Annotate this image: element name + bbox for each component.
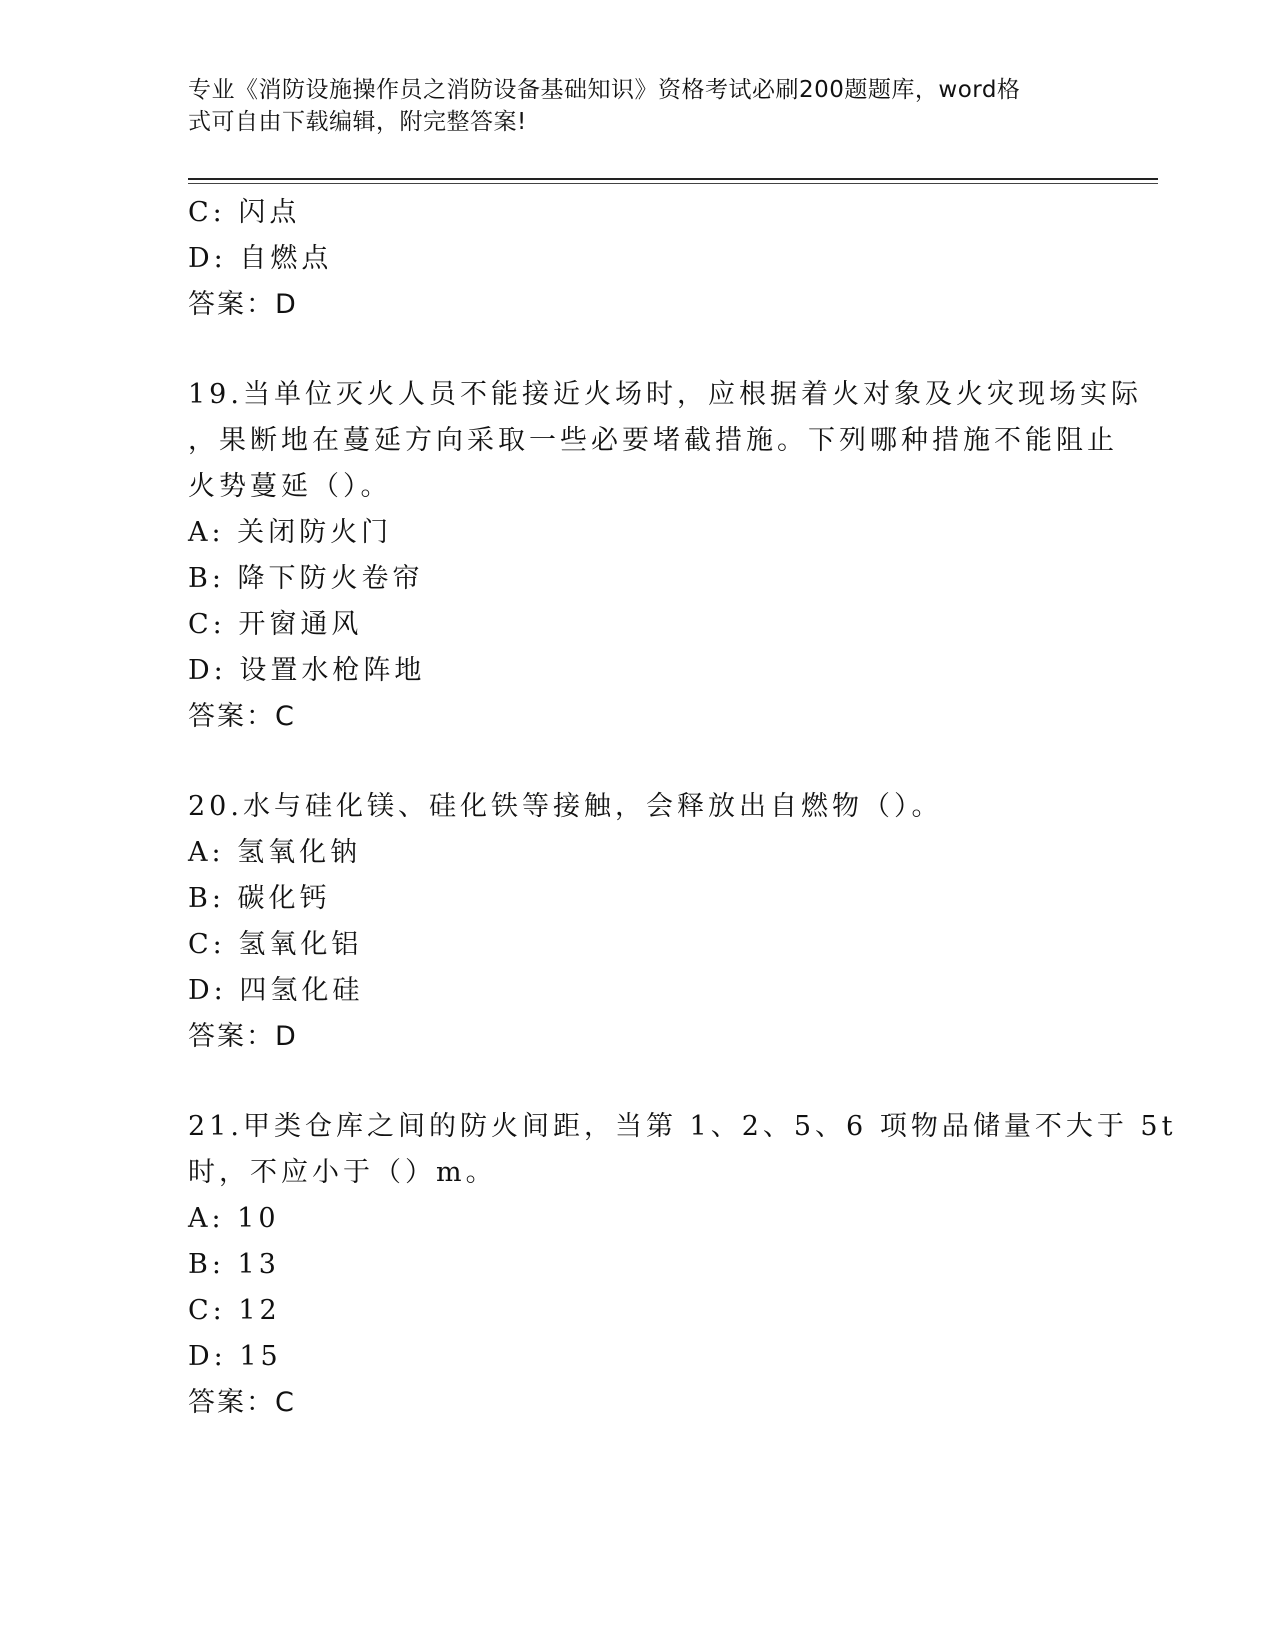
- question-21-option-d: D: 15: [188, 1341, 282, 1372]
- question-20-option-c: C: 氢氧化铝: [188, 929, 363, 960]
- question-20-option-d: D: 四氢化硅: [188, 975, 364, 1006]
- question-21-text: [188, 1104, 1177, 1196]
- question-19-answer: 答案：C: [188, 701, 296, 732]
- question-21-option-b: B: 13: [188, 1249, 280, 1280]
- question-19-line-2: ，果断地在蔓延方向采取一些必要堵截措施。下列哪种措施不能阻止: [188, 425, 1118, 456]
- prev-answer: 答案：D: [188, 289, 298, 320]
- question-21-option-a: A: 10: [188, 1203, 280, 1234]
- question-19-option-b: B: 降下防火卷帘: [188, 563, 424, 594]
- question-21-option-c: C: 12: [188, 1295, 281, 1326]
- question-19-text: [188, 372, 1142, 510]
- header-rule-thick: [188, 178, 1158, 180]
- spacer: [188, 328, 1088, 372]
- question-19-option-d: D: 设置水枪阵地: [188, 655, 426, 686]
- question-21-answer: 答案：C: [188, 1387, 296, 1418]
- question-19-option-c: C: 开窗通风: [188, 609, 363, 640]
- question-20-option-a: A: 氢氧化钠: [188, 837, 362, 868]
- question-19-option-a: A: 关闭防火门: [188, 517, 393, 548]
- question-content: [188, 190, 1177, 1426]
- question-20-line-1: 20.水与硅化镁、硅化铁等接触，会释放出自燃物（）。: [188, 791, 943, 822]
- question-20-option-b: B: 碳化钙: [188, 883, 331, 914]
- question-21-line-1: 21.甲类仓库之间的防火间距，当第 1、2、5、6 项物品储量不大于 5t: [188, 1111, 1177, 1142]
- question-20-answer: 答案：D: [188, 1021, 298, 1052]
- question-19-line-1: 19.当单位灭火人员不能接近火场时，应根据着火对象及火灾现场实际: [188, 379, 1142, 410]
- header-line-1: 专业《消防设施操作员之消防设备基础知识》资格考试必刷200题题库，word格: [188, 77, 1021, 103]
- question-19-line-3: 火势蔓延（）。: [188, 471, 392, 502]
- question-21-line-2: 时，不应小于（）m。: [188, 1157, 497, 1188]
- prev-option-c: C: 闪点: [188, 197, 301, 228]
- header-rule-thin: [188, 183, 1158, 184]
- header-line-2: 式可自由下载编辑，附完整答案!: [188, 109, 527, 135]
- document-header: [188, 74, 1088, 138]
- prev-option-d: D: 自燃点: [188, 243, 333, 274]
- spacer: [188, 1060, 1088, 1104]
- question-20-text: [188, 784, 1088, 830]
- spacer: [188, 740, 1088, 784]
